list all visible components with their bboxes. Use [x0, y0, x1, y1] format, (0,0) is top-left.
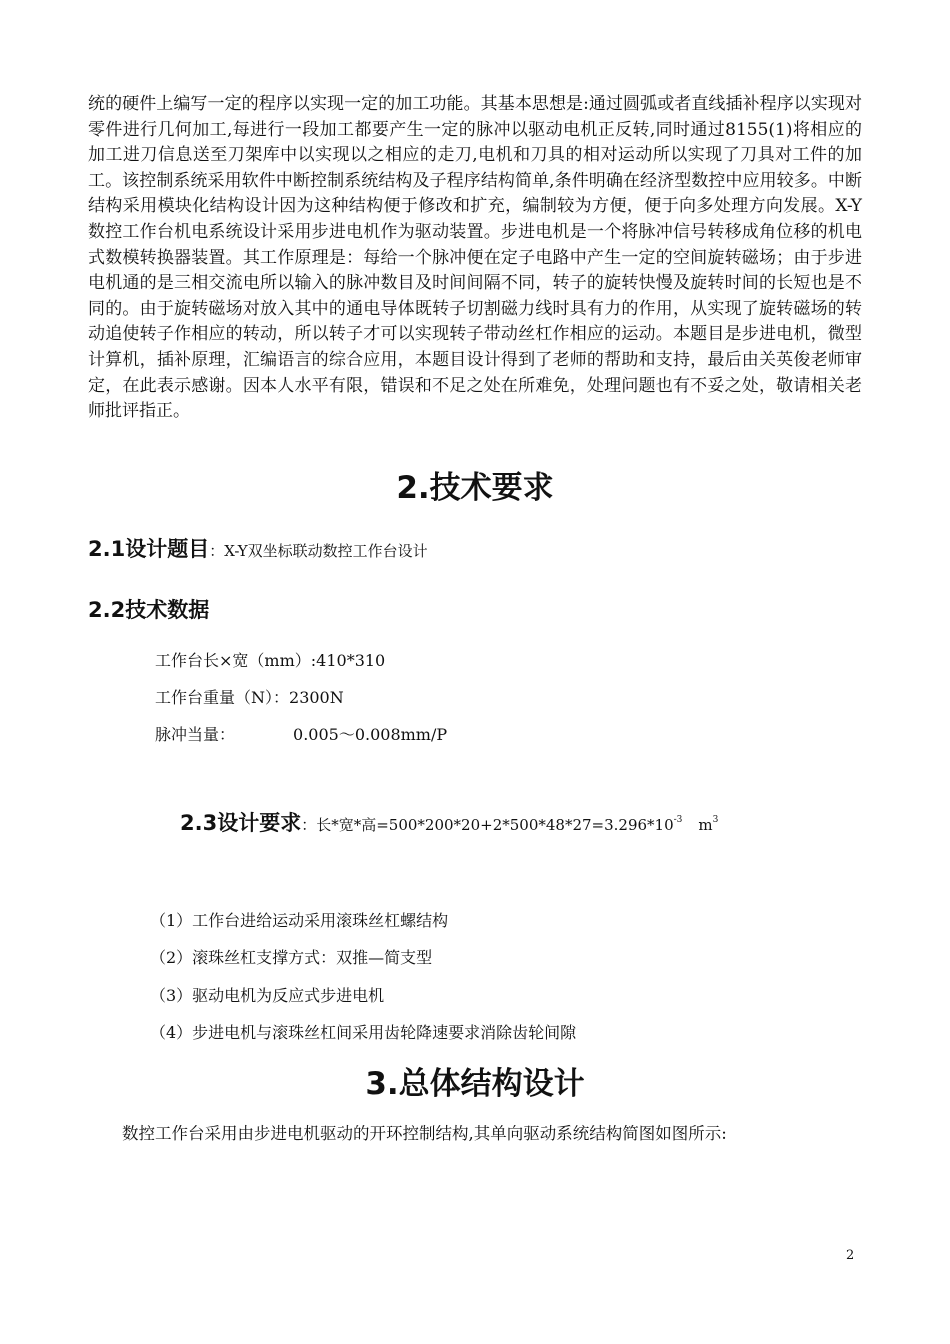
- requirement-item-4: （4）步进电机与滚珠丝杠间采用齿轮降速要求消除齿轮间隙: [150, 1023, 577, 1042]
- tech-data-value: ：2300N: [273, 688, 344, 707]
- section-2-heading: 2.技术要求: [396, 470, 554, 506]
- section-2-1-value: ：X-Y双坐标联动数控工作台设计: [209, 542, 428, 560]
- exponent: -3: [673, 815, 683, 825]
- tech-data-line-2: [155, 685, 344, 708]
- tech-data-key: 脉冲当量：: [155, 725, 236, 744]
- section-2-1: [88, 533, 428, 563]
- requirement-item-1: （1）工作台进给运动采用滚珠丝杠螺结构: [150, 911, 449, 930]
- section-2-1-label: 2.1设计题目: [88, 537, 210, 561]
- section-2-3-value: ：长*宽*高=500*200*20+2*500*48*27=3.296*10: [301, 816, 674, 834]
- requirement-item-2: （2）滚珠丝杠支撑方式：双推—简支型: [150, 948, 433, 967]
- requirement-item-3: （3）驱动电机为反应式步进电机: [150, 986, 385, 1005]
- section-3-heading: 3.总体结构设计: [365, 1066, 585, 1102]
- intro-paragraph: 统的硬件上编写一定的程序以实现一定的加工功能。其基本思想是:通过圆弧或者直线插补程序以实现对零件进行几何加工,每进行一段加工都要产生一定的脉冲以驱动电机正反转,同时通过8155(1)将相应的加工进刀信息送至刀架库中以实现以之相应的走刀,电机和刀具的相对运动所以实现了刀具对工件的加工。该控制系统采用软件中断控制系统结构及子程序结构简单,条件明确在经济型数控中应用较多。中断结构采用模块化结构设计因为这种结构便于修改和扩充，编制较为方便，便于向多处理方向发展。X-Y数控工作台机电系统设计采用步进电机作为驱动装置。步进电机是一个将脉冲信号转移成角位移的机电式数模转换器装置。其工作原理是：每给一个脉冲便在定子电路中产生一定的空间旋转磁场；由于步进电机通的是三相交流电所以输入的脉冲数目及时间间隔不同，转子的旋转快慢及旋转时间的长短也是不同的。由于旋转磁场对放入其中的通电导体既转子切割磁力线时具有力的作用，从实现了旋转磁场的转动追使转子作相应的转动，所以转子才可以实现转子带动丝杠作相应的运动。本题目是步进电机，微型计算机，插补原理，汇编语言的综合应用，本题目设计得到了老师的帮助和支持，最后由关英俊老师审定，在此表示感谢。因本人水平有限，错误和不足之处在所难免，处理问题也有不妥之处，敬请相关老师批评指正。: [88, 94, 862, 422]
- tech-data-line-3: [155, 722, 447, 745]
- section-2-2: [88, 594, 209, 624]
- section-3-text: 数控工作台采用由步进电机驱动的开环控制结构,其单向驱动系统结构简图如图所示:: [122, 1124, 727, 1143]
- section-2-2-label: 2.2技术数据: [88, 598, 210, 622]
- section-2-3-label: 2.3设计要求: [180, 811, 302, 835]
- tech-data-value: 0.005～0.008mm/P: [293, 725, 448, 744]
- page-number: 2: [846, 1248, 855, 1263]
- tech-data-line-1: [155, 648, 385, 671]
- unit: m: [698, 816, 713, 834]
- tech-data-key: 工作台长×宽（mm）: [155, 651, 311, 670]
- unit-exponent: 3: [712, 815, 719, 825]
- tech-data-value: :410*310: [310, 651, 386, 670]
- section-2-3: [180, 807, 718, 837]
- tech-data-key: 工作台重量（N）: [155, 688, 274, 707]
